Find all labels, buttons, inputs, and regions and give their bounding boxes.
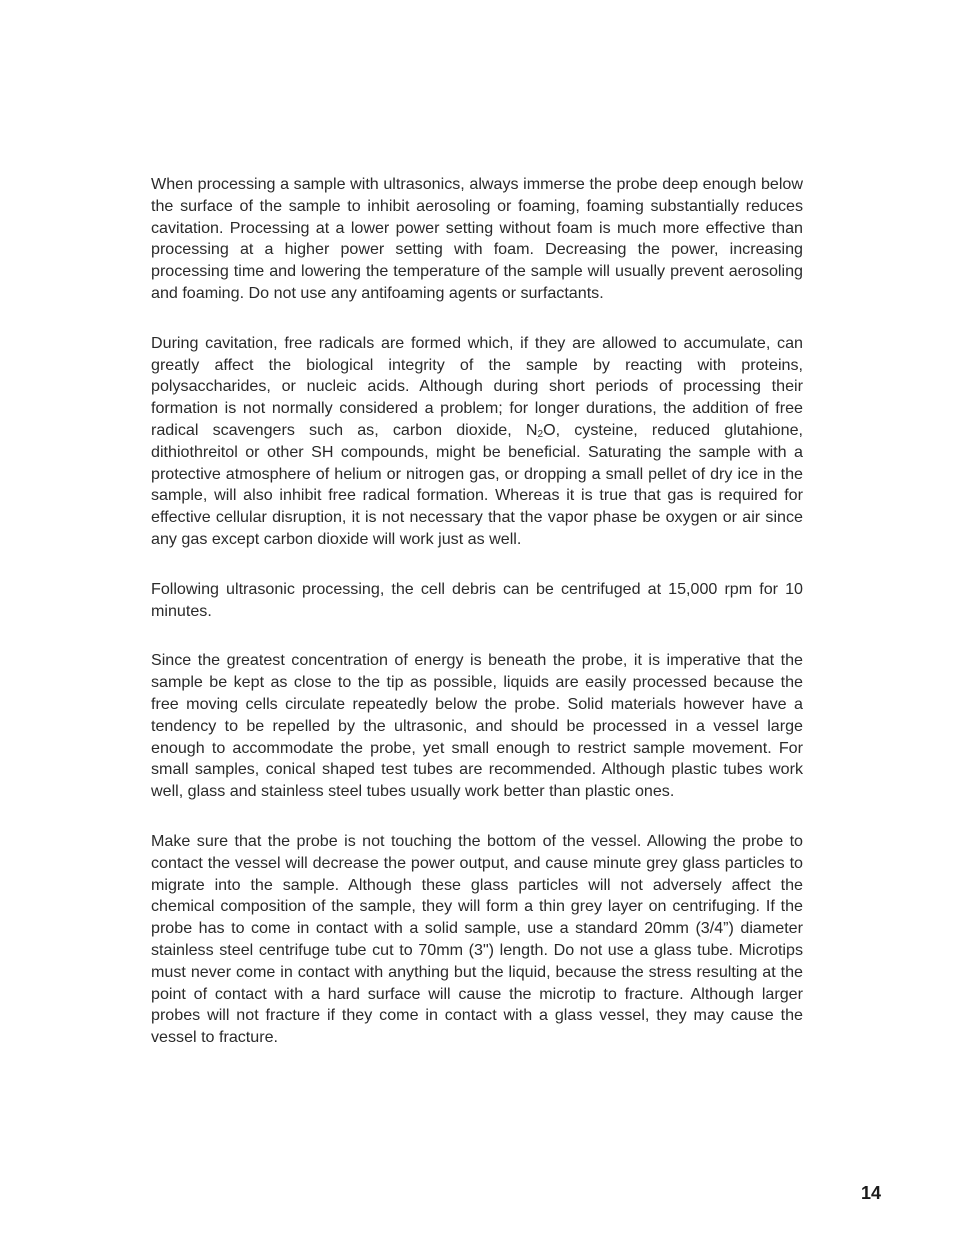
paragraph-vessel-contact: Make sure that the probe is not touching the bottom of the vessel. Allowing the probe to contact the vessel will decrease the power output, and cause minute grey glass particles to migrate into the sample. Although these glass particles will not adversely affect the chemical composition of the sample, they will form a thin grey layer on centrifuging. If the probe has to come in contact with a solid sample, use a standard 20mm (3/4”) diameter stainless steel centrifuge tube cut to 70mm (3") length. Do not use a glass tube. Microtips must never come in contact with anything but the liquid, because the stress resulting at the point of contact with a hard surface will cause the microtip to fracture. Although larger probes will not fracture if they come in contact with a glass vessel, they may cause the vessel to fracture.: [151, 831, 803, 1047]
paragraph-probe-position: Since the greatest concentration of energy is beneath the probe, it is imperative that the sample be kept as close to the tip as possible, liquids are easily processed because the free moving cells circulate repeatedly below the probe. Solid materials however have a tendency to be repelled by the ultrasonic, and should be processed in a vessel large enough to accommodate the probe, yet small enough to restrict sample movement. For small samples, conical shaped test tubes are recommended. Although plastic tubes work well, glass and stainless steel tubes usually work better than plastic ones.: [151, 651, 803, 801]
paragraph-free-radicals-text-after: O, cysteine, reduced glutahione, dithiothreitol or other SH compounds, might be beneficial. Saturating the sample with a protective atmosphere of helium or nitrogen gas, or dropping a small pellet of dry ice in the sample, will also inhibit free radical formation. Whereas it is true that gas is required for effective cellular disruption, it is not necessary that the vapor phase be oxygen or air since any gas except carbon dioxide will work just as well.: [151, 420, 803, 548]
paragraph-free-radicals: [151, 333, 803, 551]
page-number: 14: [860, 1183, 881, 1203]
paragraph-centrifuge: Following ultrasonic processing, the cell debris can be centrifuged at 15,000 rpm for 10 minutes.: [151, 579, 803, 620]
paragraph-free-radicals-text-before: During cavitation, free radicals are formed which, if they are allowed to accumulate, can greatly affect the biological integrity of the sample by reacting with proteins, polysaccharides, or nucleic acids. Although during short periods of processing their formation is not normally considered a problem; for longer durations, the addition of free radical scavengers such as, carbon dioxide, N: [151, 333, 803, 439]
page-body: [151, 174, 803, 1077]
subscript-2: 2: [537, 428, 544, 440]
paragraph-probe-immersion: When processing a sample with ultrasonics, always immerse the probe deep enough below the surface of the sample to inhibit aerosoling or foaming, foaming substantially reduces cavitation. Processing at a lower power setting without foam is much more effective than processing at a higher power setting with foam. Decreasing the power, increasing processing time and lowering the temperature of the sample will usually prevent aerosoling and foaming. Do not use any antifoaming agents or surfactants.: [151, 175, 803, 302]
